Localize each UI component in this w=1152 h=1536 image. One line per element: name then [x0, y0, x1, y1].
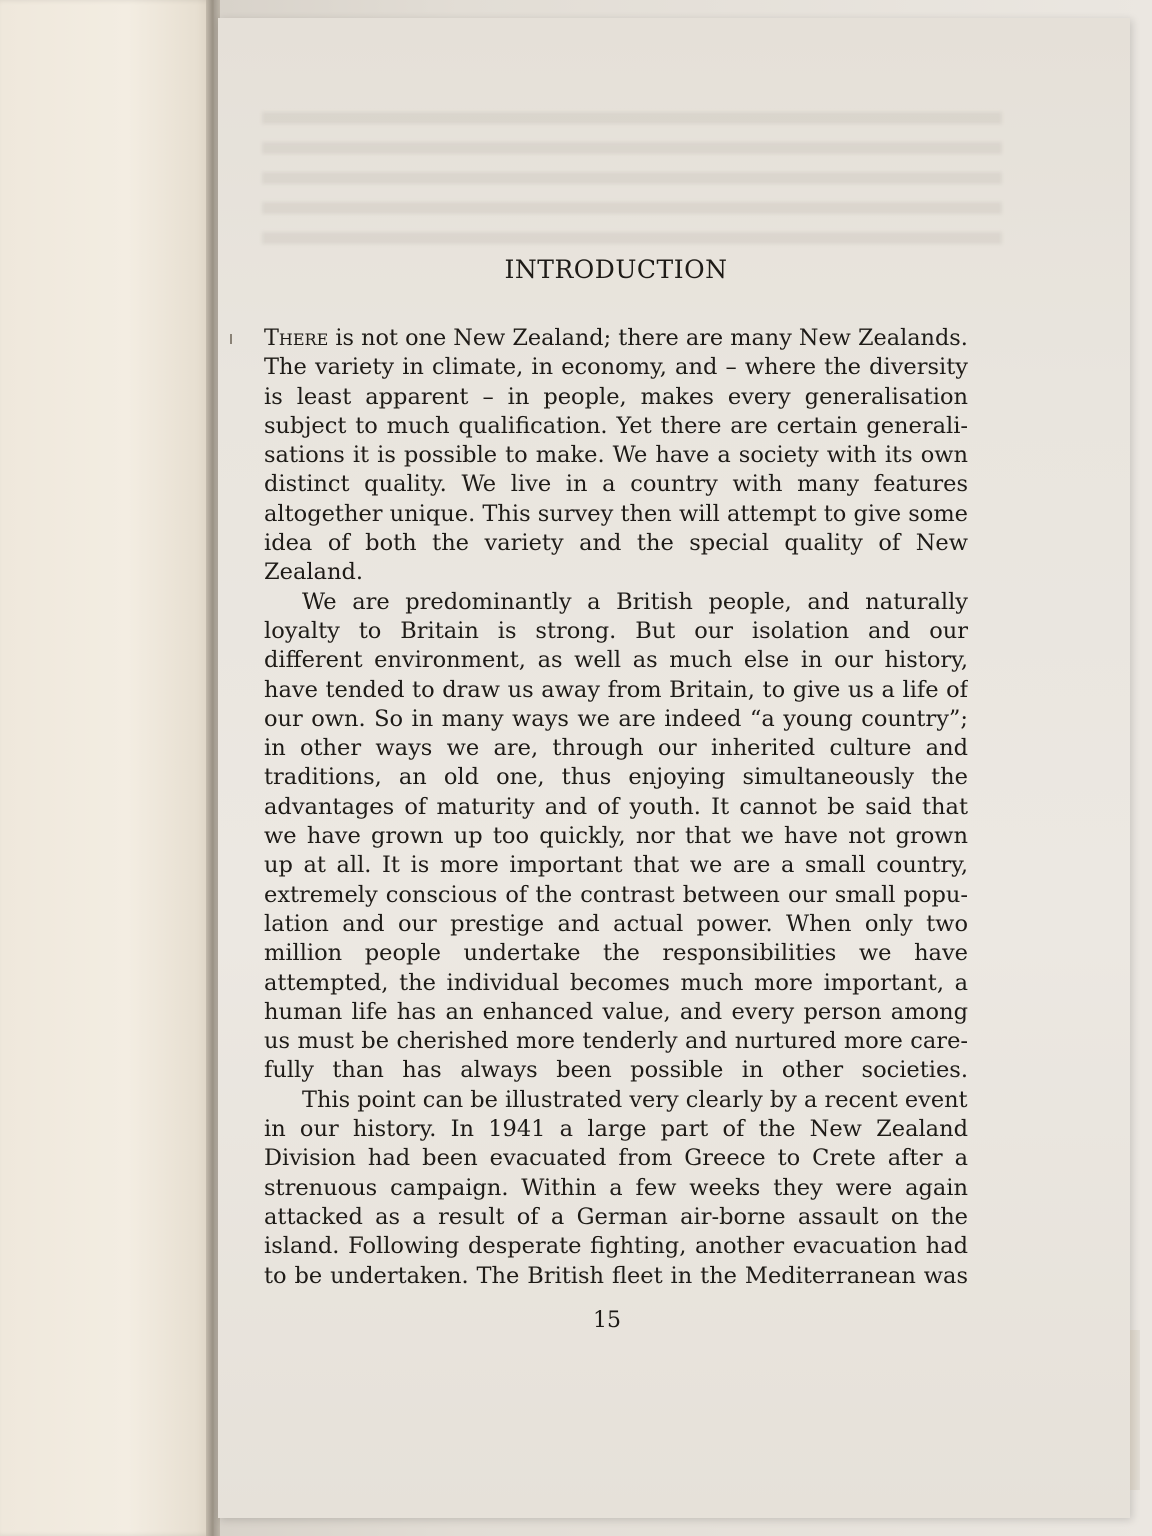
text-line: altogether unique. This survey then will attempt to give some: [264, 500, 968, 527]
text-line: us must be cherished more tenderly and nurtured more care-: [264, 1028, 968, 1055]
text-line: island. Following desperate fighting, another evacuation had: [264, 1233, 968, 1260]
text-line: fully than has always been possible in other societies.: [264, 1057, 968, 1084]
text-line: We are predominantly a British people, and naturally: [302, 588, 968, 615]
left-page: [0, 0, 214, 1536]
text-line: extremely conscious of the contrast between our small popu-: [264, 881, 968, 908]
text-line: traditions, an old one, thus enjoying simultaneously the: [264, 764, 968, 791]
text-line: to be undertaken. The British fleet in the Mediterranean was: [264, 1262, 968, 1289]
paragraph-2: [264, 588, 968, 1086]
page-edge: [1130, 1330, 1140, 1490]
paragraph-1-first-line: [264, 324, 968, 353]
text-line: million people undertake the responsibilities we have: [264, 940, 968, 967]
text-line: distinct quality. We live in a country with many features: [264, 471, 968, 498]
text-line: our own. So in many ways we are indeed “a young country”;: [264, 705, 968, 732]
text-line: different environment, as well as much else in our history,: [264, 647, 968, 674]
text-line: This point can be illustrated very clearly by a recent event: [302, 1086, 968, 1113]
chapter-heading: INTRODUCTION: [504, 255, 728, 284]
text-line: Zealand.: [264, 559, 364, 586]
text-line: Division had been evacuated from Greece to Crete after a: [264, 1145, 968, 1172]
text-line: have tended to draw us away from Britain, to give us a life of: [264, 676, 968, 703]
paragraph-1: [264, 324, 968, 588]
page-text: [264, 250, 968, 1291]
text-line: loyalty to Britain is strong. But our isolation and our: [264, 617, 968, 644]
text-line: we have grown up too quickly, nor that we have not grown: [264, 823, 968, 850]
text-line: is least apparent – in people, makes every generalisation: [264, 383, 968, 410]
text-line: lation and our prestige and actual power. When only two: [264, 910, 968, 937]
paragraph-3: [264, 1086, 968, 1291]
text-line: strenuous campaign. Within a few weeks they were again: [264, 1174, 968, 1201]
text-line: advantages of maturity and of youth. It cannot be said that: [264, 793, 968, 820]
lead-word: There: [264, 325, 329, 351]
text-line: in other ways we are, through our inherited culture and: [264, 735, 968, 762]
first-line-text: is not one New Zealand; there are many New Zealands.: [328, 325, 968, 351]
text-line: attempted, the individual becomes much more important, a: [264, 969, 968, 996]
text-line: sations it is possible to make. We have a society with its own: [264, 442, 968, 469]
show-through-text-shadow: [262, 95, 1002, 255]
text-line: idea of both the variety and the special quality of New: [264, 530, 968, 557]
text-line: in our history. In 1941 a large part of the New Zealand: [264, 1116, 968, 1143]
margin-mark: [230, 334, 232, 344]
text-line: up at all. It is more important that we are a small country,: [264, 852, 968, 879]
text-line: The variety in climate, in economy, and – where the diversity: [264, 354, 968, 381]
text-line: subject to much qualification. Yet there are certain generali-: [264, 412, 968, 439]
page-number: 15: [593, 1308, 621, 1333]
text-line: human life has an enhanced value, and every person among: [264, 998, 968, 1025]
text-line: attacked as a result of a German air-borne assault on the: [264, 1203, 968, 1230]
